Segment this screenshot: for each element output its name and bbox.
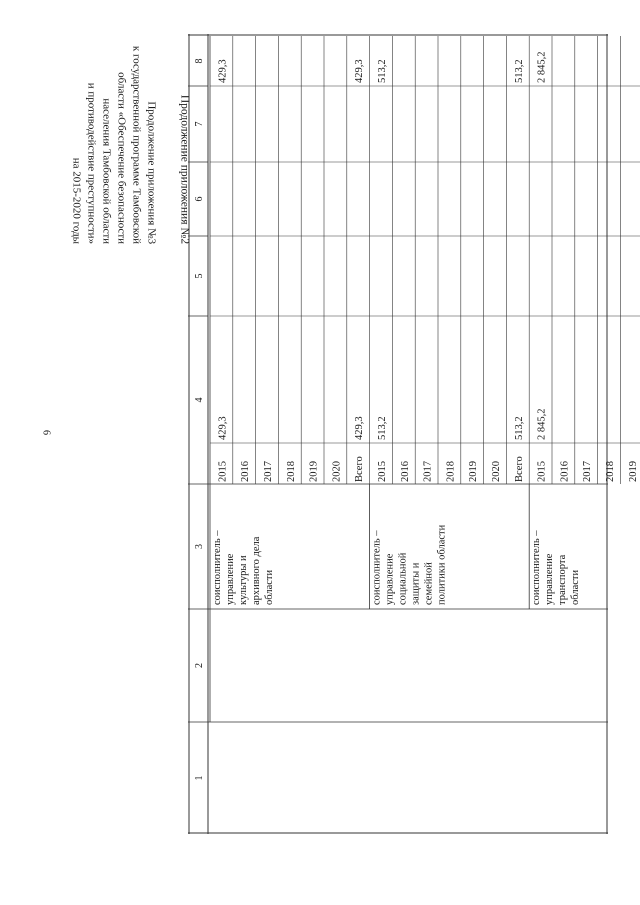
- value-col4: 513,2: [513, 416, 525, 440]
- continuation-title: Продолжение приложения №2: [178, 94, 191, 245]
- year-label: 2015: [377, 461, 388, 482]
- header-line: населения Тамбовской области: [100, 98, 113, 245]
- executor-line: политики области: [436, 524, 448, 605]
- value-col4: 429,3: [354, 416, 366, 440]
- header-line: Продолжение приложения №3: [145, 101, 158, 245]
- executor-line: управление: [225, 553, 236, 605]
- year-label: Всего: [513, 456, 525, 482]
- value-col4: 513,2: [377, 416, 388, 440]
- column-number: 3: [194, 544, 205, 549]
- table-svg: [188, 34, 639, 834]
- year-label: 2018: [605, 461, 616, 482]
- column-number: 7: [194, 121, 205, 127]
- year-label: 2020: [491, 461, 502, 482]
- executor-line: соисполнитель –: [371, 530, 383, 605]
- value-col8: 513,2: [513, 59, 525, 83]
- year-label: 2015: [217, 461, 229, 482]
- header-line: к государственной программе Тамбовской: [130, 45, 143, 245]
- executor-line: транспорта: [557, 554, 569, 605]
- executor-line: архивного дела: [251, 536, 262, 605]
- header-line: на 2015-2020 годы: [70, 157, 83, 245]
- column-number: 2: [194, 663, 205, 668]
- executor-line: защиты и: [410, 562, 422, 605]
- header-line: области «Обеспечение безопасности: [115, 72, 128, 245]
- column-number: 4: [194, 397, 205, 403]
- year-label: 2020: [331, 461, 343, 482]
- year-label: 2015: [536, 461, 548, 482]
- executor-line: соисполнитель –: [531, 530, 543, 605]
- executor-line: области: [570, 569, 582, 605]
- year-label: 2019: [468, 461, 480, 482]
- year-label: 2016: [240, 461, 252, 482]
- value-col4: 429,3: [217, 416, 229, 440]
- year-label: 2016: [399, 461, 411, 482]
- year-label: 2017: [263, 461, 274, 482]
- year-label: 2019: [308, 461, 320, 482]
- year-label: 2016: [559, 461, 571, 482]
- executor-line: соисполнитель –: [212, 530, 223, 605]
- executor-line: семейной: [423, 562, 435, 605]
- header-line: и противодействие преступности»: [85, 82, 98, 245]
- year-label: Всего: [354, 456, 366, 482]
- column-number: 1: [194, 775, 205, 781]
- rotated-table: [188, 34, 639, 834]
- year-label: 2017: [422, 461, 434, 482]
- year-label: 2018: [285, 461, 297, 482]
- executor-line: социальной: [397, 552, 409, 605]
- executor-line: культуры и: [238, 555, 249, 605]
- year-label: 2017: [582, 461, 594, 482]
- value-col8: 513,2: [377, 59, 388, 83]
- executor-line: управление: [384, 553, 396, 605]
- value-col4: 2 845,2: [536, 408, 548, 440]
- year-label: 2019: [627, 461, 639, 482]
- column-number: 8: [194, 58, 205, 64]
- value-col8: 429,3: [217, 59, 229, 83]
- executor-line: управление: [544, 553, 556, 605]
- value-col8: 2 845,2: [536, 51, 548, 83]
- year-label: 2018: [445, 461, 457, 482]
- column-number: 5: [194, 273, 205, 279]
- column-number: 6: [194, 196, 205, 202]
- value-col8: 429,3: [354, 59, 366, 83]
- page-number: 6: [40, 430, 52, 435]
- document-header: [50, 45, 210, 245]
- executor-line: области: [264, 569, 275, 605]
